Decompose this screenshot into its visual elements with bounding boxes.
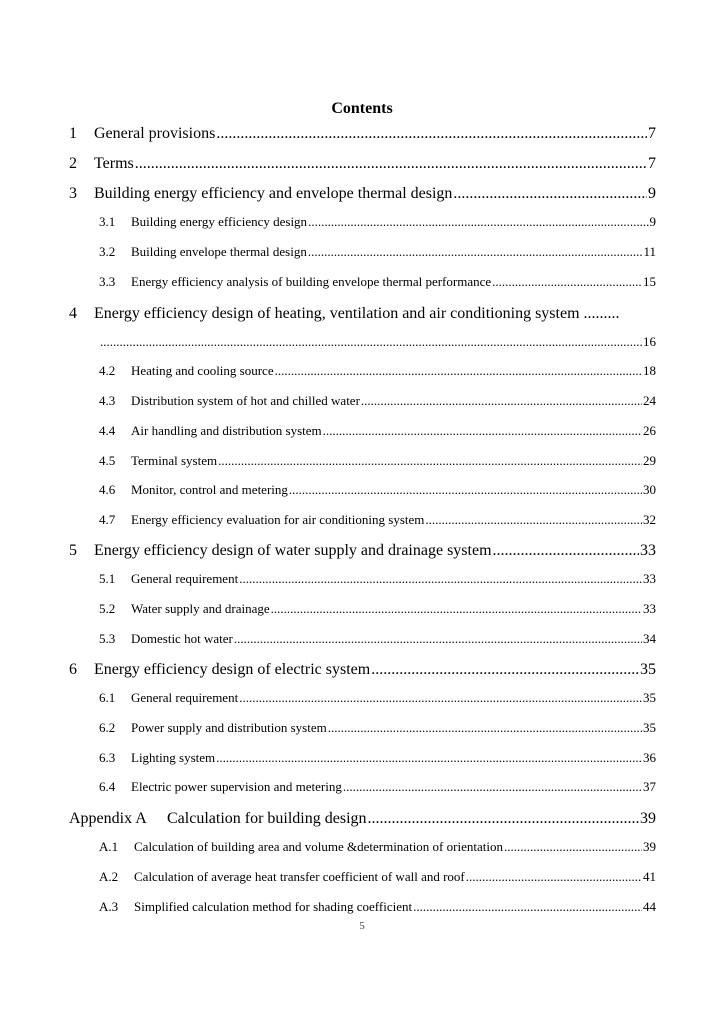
toc-dot-leader xyxy=(135,153,647,175)
toc-subsection-row[interactable] xyxy=(99,452,656,470)
toc-subsection-row[interactable] xyxy=(99,600,656,618)
toc-title: Air handling and distribution system xyxy=(131,423,322,438)
toc-subsection-row[interactable] xyxy=(99,838,656,856)
toc-page-number: 33 xyxy=(640,542,656,559)
toc-page-number: 7 xyxy=(648,125,656,142)
toc-title: Terminal system xyxy=(131,453,218,468)
toc-page-number: 32 xyxy=(643,512,656,527)
toc-page-number: 44 xyxy=(643,899,656,914)
toc-dot-leader xyxy=(271,600,642,618)
toc-title: Calculation of average heat transfer coefficient of wall and roof xyxy=(134,869,465,884)
toc-page-number: 29 xyxy=(643,453,656,468)
toc-dot-leader xyxy=(504,838,642,856)
toc-dot-leader xyxy=(361,392,642,410)
toc-number: 2 xyxy=(69,155,77,172)
toc-number: 4.3 xyxy=(99,393,116,408)
toc-dot-leader xyxy=(234,630,642,648)
toc-page-number: 35 xyxy=(643,690,656,705)
page-title: Contents xyxy=(331,100,393,117)
toc-subsection-row[interactable] xyxy=(99,749,656,767)
toc-title: Power supply and distribution system xyxy=(131,720,327,735)
toc-dot-leader xyxy=(275,362,642,380)
toc-subsection-row[interactable] xyxy=(99,778,656,796)
toc-section-row[interactable] xyxy=(69,659,656,681)
toc-title: Energy efficiency evaluation for air conditioning system xyxy=(131,512,425,527)
toc-number: Appendix A xyxy=(69,810,147,827)
toc-number: 5.3 xyxy=(99,631,116,646)
toc-title: Energy efficiency analysis of building envelope thermal performance xyxy=(131,274,492,289)
toc-subsection-row[interactable] xyxy=(99,213,656,231)
toc-number: 3.1 xyxy=(99,214,116,229)
toc-number: 4 xyxy=(69,305,77,322)
toc-title: Heating and cooling source xyxy=(131,363,274,378)
toc-title: General provisions xyxy=(94,125,216,142)
toc-dot-leader xyxy=(343,778,642,796)
toc-page-number: 35 xyxy=(643,720,656,735)
toc-page-number: 11 xyxy=(643,244,656,259)
toc-dot-leader xyxy=(425,511,642,529)
toc-number: 1 xyxy=(69,125,77,142)
toc-subsection-row[interactable] xyxy=(99,511,656,529)
toc-page-number: 35 xyxy=(640,661,656,678)
toc-dot-leader xyxy=(368,808,639,830)
toc-number: 3.3 xyxy=(99,274,116,289)
toc-number: 6.4 xyxy=(99,779,116,794)
toc-dot-leader xyxy=(371,659,639,681)
toc-page-number: 36 xyxy=(643,750,656,765)
toc-dot-leader xyxy=(216,749,642,767)
toc-number: 3 xyxy=(69,185,77,202)
toc-title: Energy efficiency design of water supply and drainage system xyxy=(94,542,492,559)
toc-title: Building energy efficiency and envelope thermal design xyxy=(94,185,453,202)
toc-number: 4.7 xyxy=(99,512,116,527)
toc-number: 6.2 xyxy=(99,720,116,735)
toc-page-number: 7 xyxy=(648,155,656,172)
toc-subsection-row[interactable] xyxy=(99,362,656,380)
toc-title: Lighting system xyxy=(131,750,216,765)
toc-page-number: 24 xyxy=(643,393,656,408)
toc-subsection-row[interactable] xyxy=(99,868,656,886)
toc-dot-leader xyxy=(100,333,642,351)
toc-number: 5 xyxy=(69,542,77,559)
toc-title: Water supply and drainage xyxy=(131,601,270,616)
toc-title: Building envelope thermal design xyxy=(131,244,307,259)
toc-dot-leader xyxy=(289,481,642,499)
toc-title: General requirement xyxy=(131,571,239,586)
toc-page-number: 39 xyxy=(640,810,656,827)
toc-page-number: 16 xyxy=(643,334,656,349)
toc-title: Distribution system of hot and chilled water xyxy=(131,393,360,408)
toc-number: 6.1 xyxy=(99,690,116,705)
toc-number: 6 xyxy=(69,661,77,678)
toc-page-number: 34 xyxy=(643,631,656,646)
toc-number: 4.5 xyxy=(99,453,116,468)
toc-page-number: 41 xyxy=(643,869,656,884)
toc-title: Simplified calculation method for shading coefficient xyxy=(134,899,413,914)
toc-subsection-row[interactable] xyxy=(99,719,656,737)
toc-page-number: 33 xyxy=(643,601,656,616)
toc-subsection-row[interactable] xyxy=(99,570,656,588)
toc-title: Calculation of building area and volume &determination of orientation xyxy=(134,839,503,854)
toc-page-number: 37 xyxy=(643,779,656,794)
toc-dot-leader xyxy=(218,452,642,470)
toc-page-number: 9 xyxy=(648,185,656,202)
toc-dot-leader xyxy=(239,570,642,588)
toc-number: A.2 xyxy=(99,869,119,884)
toc-subsection-row[interactable] xyxy=(99,243,656,261)
toc-subsection-row[interactable] xyxy=(99,689,656,707)
page-number: 5 xyxy=(359,920,365,932)
toc-number: A.1 xyxy=(99,839,119,854)
toc-dot-leader xyxy=(308,213,648,231)
toc-title: Monitor, control and metering xyxy=(131,482,288,497)
toc-page-number: 26 xyxy=(643,423,656,438)
toc-dot-leader xyxy=(493,540,639,562)
toc-page-number: 9 xyxy=(649,214,656,229)
toc-dot-leader xyxy=(328,719,642,737)
toc-page-number: 18 xyxy=(643,363,656,378)
toc-number: A.3 xyxy=(99,899,119,914)
toc-dot-leader xyxy=(492,273,642,291)
toc-subsection-row[interactable] xyxy=(99,481,656,499)
toc-title: Building energy efficiency design xyxy=(131,214,308,229)
toc-number: 5.2 xyxy=(99,601,116,616)
toc-subsection-row[interactable] xyxy=(99,273,656,291)
toc-dot-leader xyxy=(413,898,642,916)
toc-number: 3.2 xyxy=(99,244,116,259)
toc-section-row[interactable] xyxy=(69,540,656,562)
toc-dot-leader xyxy=(216,123,647,145)
toc-number: 4.4 xyxy=(99,423,116,438)
toc-title: Electric power supervision and metering xyxy=(131,779,342,794)
toc-section-row[interactable] xyxy=(69,183,656,205)
toc-title: Energy efficiency design of electric system xyxy=(94,661,371,678)
toc-section-row[interactable] xyxy=(69,808,656,830)
toc-dot-leader xyxy=(239,689,642,707)
toc-number: 5.1 xyxy=(99,571,116,586)
toc-dot-leader xyxy=(453,183,647,205)
toc-dot-leader xyxy=(323,422,642,440)
toc-continuation-row[interactable] xyxy=(99,333,656,351)
toc-subsection-row[interactable] xyxy=(99,422,656,440)
toc-number: 4.2 xyxy=(99,363,116,378)
toc-number: 4.6 xyxy=(99,482,116,497)
toc-subsection-row[interactable] xyxy=(99,630,656,648)
toc-subsection-row[interactable] xyxy=(99,898,656,916)
toc-title: General requirement xyxy=(131,690,239,705)
toc-page-number: 15 xyxy=(643,274,656,289)
toc-title: Energy efficiency design of heating, ventilation and air conditioning system ......... xyxy=(94,305,620,322)
toc-number: 6.3 xyxy=(99,750,116,765)
toc-section-row[interactable] xyxy=(69,123,656,145)
toc-page-number: 39 xyxy=(643,839,656,854)
toc-title: Terms xyxy=(94,155,134,172)
toc-dot-leader xyxy=(466,868,642,886)
toc-section-row[interactable] xyxy=(69,153,656,175)
toc-title: Domestic hot water xyxy=(131,631,233,646)
toc-title: Calculation for building design xyxy=(167,810,367,827)
toc-page-number: 33 xyxy=(643,571,656,586)
toc-page-number: 30 xyxy=(643,482,656,497)
toc-dot-leader xyxy=(308,243,643,261)
toc-section-row[interactable] xyxy=(69,303,656,325)
toc-subsection-row[interactable] xyxy=(99,392,656,410)
